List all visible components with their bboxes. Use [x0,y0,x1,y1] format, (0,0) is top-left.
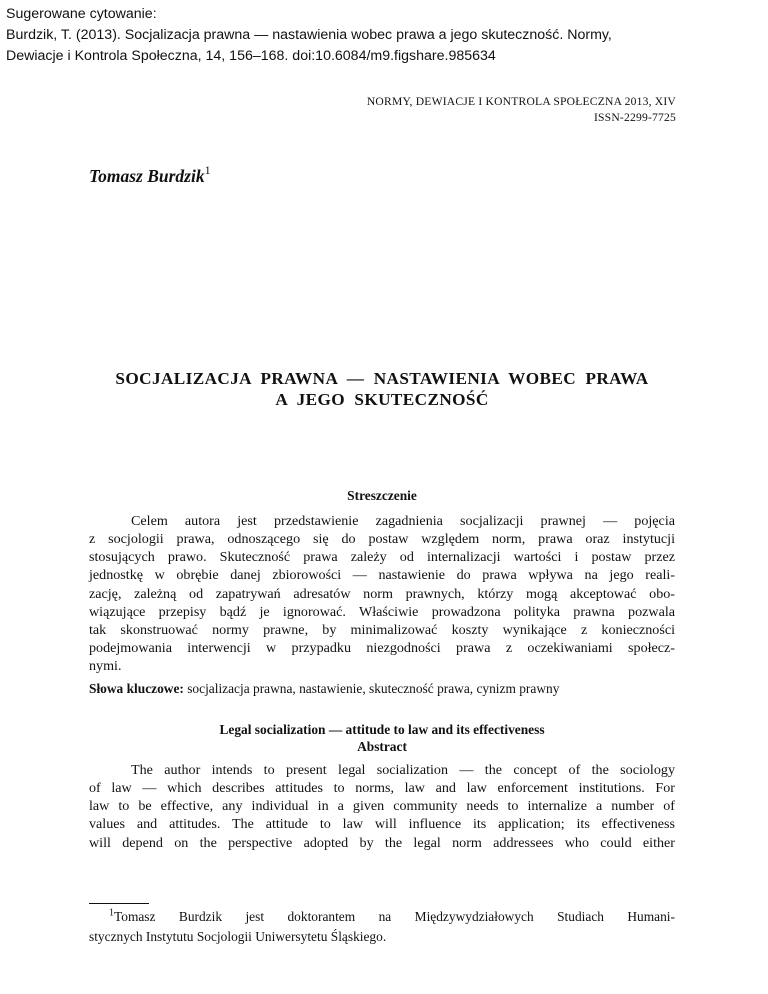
keywords [89,681,559,697]
text-line: The author intends to present legal socialization — the concept of the sociology [131,762,675,778]
text-line: stosujących prawo. Skuteczność prawa zależy od internalizacji wartości i postaw przez [89,549,675,566]
abstract-heading: Abstract [357,739,407,754]
abstract-body [89,761,675,852]
journal-name: NORMY, DEWIACJE I KONTROLA SPOŁECZNA 2013, XIV [366,95,676,108]
text-line: tak skonstruować normy prawne, by minimalizować koszty wynikające z konieczności [89,621,675,638]
author-footnote-mark[interactable]: 1 [204,163,211,178]
author [89,163,211,187]
footnote-line-2: stycznych Instytutu Socjologii Uniwersytetu Śląskiego. [89,929,387,944]
footnote [89,907,675,947]
text-line: z socjologii prawa, odnoszącego się do postaw względem norm, prawa oraz instytucji [89,531,675,548]
footnote-divider [89,903,149,904]
journal-issn: ISSN-2299-7725 [593,111,676,124]
text-line: podejmowania interwencji w przypadku niezgodności prawa z oczekiwaniami społecz- [89,639,675,656]
streszczenie-body [89,512,675,675]
footnote-mark: 1 [109,907,114,919]
text-line: Celem autora jest przedstawienie zagadnienia socjalizacji prawnej — pojęcia [131,513,675,529]
suggested-citation [6,4,762,67]
journal-header [367,94,676,126]
text-line: nymi. [89,658,122,675]
footnote-text-1: Tomasz Burdzik jest doktorantem na Międzywydziałowych Studiach Humani- [114,909,675,924]
article-title-line-2: A JEGO SKUTECZNOŚĆ [275,390,489,409]
citation-line-2: Dewiacje i Kontrola Społeczna, 14, 156–168. doi:10.6084/m9.figshare.985634 [6,48,496,64]
keywords-text: socjalizacja prawna, nastawienie, skuteczność prawa, cynizm prawny [187,681,560,696]
text-line: zację, zależną od zapatrywań adresatów norm prawnych, którzy mogą akceptować obo- [89,585,675,602]
article-title-line-1: SOCJALIZACJA PRAWNA — NASTAWIENIA WOBEC PRAWA [115,369,649,388]
text-line: jednostkę w obrębie danej zbiorowości — nastawienie do prawa wpływa na jego reali- [89,567,675,584]
footnote-line-1 [89,907,675,927]
citation-line-1: Burdzik, T. (2013). Socjalizacja prawna — nastawienia wobec prawa a jego skuteczność. Normy, [6,27,612,43]
article-title [89,368,675,410]
citation-label: Sugerowane cytowanie: [6,6,157,22]
english-title: Legal socialization — attitude to law and its effectiveness [219,722,545,737]
text-line: wiązujące przepisy bądź je ignorować. Właściwie prowadzona polityka prawna pozwala [89,603,675,620]
text-line: will depend on the perspective adopted by the legal norm addressees who could either [89,834,675,851]
keywords-label: Słowa kluczowe: [89,681,184,696]
text-line: law to be effective, any individual in a given community needs to internalize a number of [89,798,675,815]
author-name: Tomasz Burdzik [89,166,205,186]
text-line: values and attitudes. The attitude to law will influence its application; its effectiveness [89,816,675,833]
streszczenie-heading: Streszczenie [347,488,417,503]
text-line: of law — which describes attitudes to norms, law and law enforcement institutions. For [89,780,675,797]
